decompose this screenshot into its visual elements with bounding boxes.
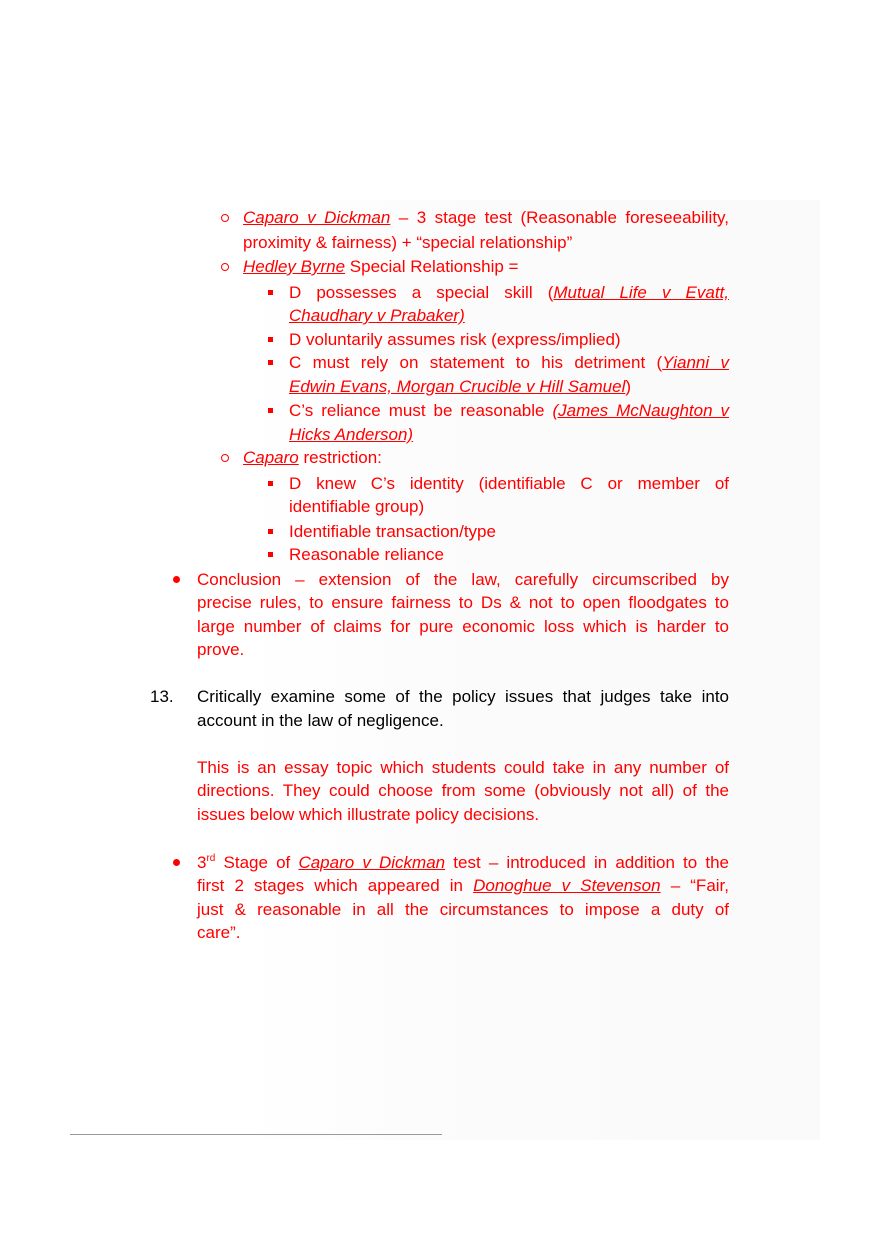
case-name: Donoghue v Stevenson xyxy=(473,876,661,895)
case-name: Caparo xyxy=(243,448,299,467)
hedley-sub-4-line-1 xyxy=(289,400,729,422)
text: D possesses a special skill ( xyxy=(289,283,554,302)
circle-bullet-icon xyxy=(221,214,229,222)
case-name: Caparo v Dickman xyxy=(298,853,446,872)
case-name: Chaudhary v Prabaker) xyxy=(289,306,465,325)
hedley-sub-1-line-1 xyxy=(289,282,729,304)
restriction-sub-1-line-1: D knew C’s identity (identifiable C or member of xyxy=(289,474,729,493)
third-stage-line-3: just & reasonable in all the circumstances to impose a duty of xyxy=(197,900,729,919)
text: test – introduced in addition to the xyxy=(445,853,730,872)
conclusion-line-3: large number of claims for pure economic loss which is harder to xyxy=(197,617,729,636)
text: first 2 stages which appeared in xyxy=(197,876,474,895)
third-stage-line-1 xyxy=(197,852,729,874)
square-bullet-icon xyxy=(268,290,273,295)
third-stage-line-2 xyxy=(197,875,729,897)
text: C’s reliance must be reasonable xyxy=(289,401,553,420)
square-bullet-icon xyxy=(268,529,273,534)
case-name: (James McNaughton v xyxy=(552,401,729,420)
text: 3 xyxy=(197,853,207,872)
caparo-line-2: proximity & fairness) + “special relationship” xyxy=(243,233,573,252)
bullet-icon xyxy=(173,576,180,583)
ordinal-suffix: rd xyxy=(206,853,216,864)
essay-note-line-2: directions. They could choose from some (obviously not all) of the xyxy=(197,781,729,800)
circle-bullet-icon xyxy=(221,454,229,462)
question-line-1: Critically examine some of the policy issues that judges take into xyxy=(197,687,729,706)
square-bullet-icon xyxy=(268,552,273,557)
case-name: Mutual Life v Evatt, xyxy=(553,283,729,302)
text: – 3 stage test (Reasonable foreseeability, xyxy=(390,208,730,227)
case-name: Hedley Byrne xyxy=(243,257,346,276)
square-bullet-icon xyxy=(268,408,273,413)
hedley-sub-3-line-1 xyxy=(289,352,729,374)
hedley-sub-2: D voluntarily assumes risk (express/implied) xyxy=(289,330,621,349)
text: – “Fair, xyxy=(660,876,729,895)
conclusion-line-2: precise rules, to ensure fairness to Ds & not to open floodgates to xyxy=(197,593,729,612)
caparo-restriction-line xyxy=(243,447,382,469)
hedley-sub-3-line-2 xyxy=(289,376,631,398)
case-name: Hicks Anderson) xyxy=(289,425,414,444)
bullet-icon xyxy=(173,859,180,866)
question-line-2: account in the law of negligence. xyxy=(197,711,444,730)
conclusion-line-4: prove. xyxy=(197,640,245,659)
square-bullet-icon xyxy=(268,337,273,342)
text: C must rely on statement to his detriment ( xyxy=(289,353,663,372)
essay-note-line-3: issues below which illustrate policy decisions. xyxy=(197,805,540,824)
case-name: Edwin Evans, Morgan Crucible v Hill Samuel xyxy=(289,377,626,396)
text: restriction: xyxy=(298,448,382,467)
restriction-sub-3: Reasonable reliance xyxy=(289,545,444,564)
hedley-sub-4-line-2 xyxy=(289,424,413,446)
square-bullet-icon xyxy=(268,481,273,486)
square-bullet-icon xyxy=(268,360,273,365)
essay-note-line-1: This is an essay topic which students could take in any number of xyxy=(197,758,729,777)
hedley-line xyxy=(243,256,518,278)
caparo-line-1 xyxy=(243,207,729,229)
text: ) xyxy=(625,377,632,396)
restriction-sub-1-line-2: identifiable group) xyxy=(289,497,425,516)
circle-bullet-icon xyxy=(221,263,229,271)
text: Special Relationship = xyxy=(345,257,519,276)
conclusion-line-1: Conclusion – extension of the law, carefully circumscribed by xyxy=(197,570,729,589)
third-stage-line-4: care”. xyxy=(197,923,241,942)
hedley-sub-1-line-2 xyxy=(289,305,465,327)
footnote-separator xyxy=(70,1134,442,1135)
text: Stage of xyxy=(215,853,299,872)
question-number: 13. xyxy=(150,687,174,706)
restriction-sub-2: Identifiable transaction/type xyxy=(289,522,496,541)
case-name: Caparo v Dickman xyxy=(243,208,391,227)
case-name: Yianni v xyxy=(662,353,729,372)
